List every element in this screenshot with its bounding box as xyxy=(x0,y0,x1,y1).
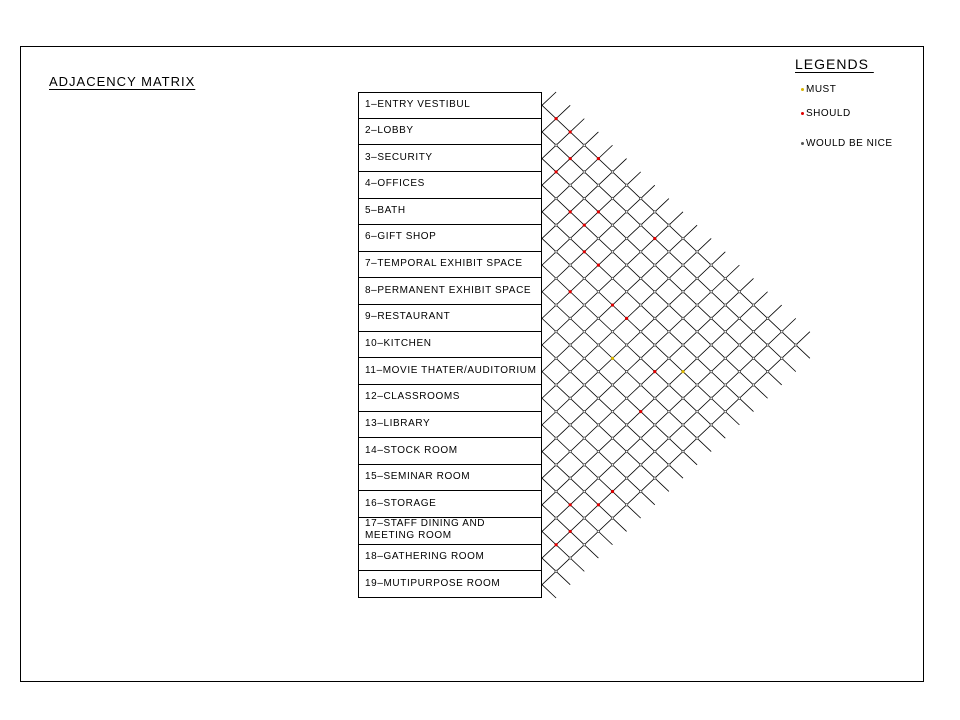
room-label: 11–MOVIE THATER/AUDITORIUM xyxy=(365,364,537,376)
would-be-nice-dot xyxy=(696,410,698,412)
room-label: 19–MUTIPURPOSE ROOM xyxy=(365,577,501,589)
should-dot xyxy=(569,210,572,213)
would-be-nice-dot xyxy=(611,437,613,439)
would-be-nice-dot xyxy=(682,344,684,346)
would-be-nice-dot xyxy=(569,370,571,372)
would-be-nice-dot xyxy=(738,370,740,372)
would-be-nice-dot xyxy=(682,424,684,426)
room-label: 14–STOCK ROOM xyxy=(365,444,458,456)
would-be-nice-dot xyxy=(724,330,726,332)
would-be-nice-dot xyxy=(597,291,599,293)
would-be-nice-dot xyxy=(555,144,557,146)
should-dot xyxy=(569,290,572,293)
matrix-gridline xyxy=(542,318,697,464)
would-be-nice-dot xyxy=(766,344,768,346)
would-be-nice-dot xyxy=(668,410,670,412)
would-be-nice-dot xyxy=(583,544,585,546)
matrix-gridline xyxy=(542,212,754,412)
should-dot xyxy=(625,317,628,320)
would-be-nice-dot xyxy=(555,464,557,466)
room-label: 9–RESTAURANT xyxy=(365,311,451,323)
should-dot xyxy=(653,237,656,240)
would-be-nice-dot xyxy=(583,197,585,199)
would-be-nice-dot xyxy=(583,437,585,439)
would-be-nice-dot xyxy=(654,477,656,479)
would-be-nice-dot xyxy=(583,410,585,412)
matrix-gridline xyxy=(542,585,556,598)
would-be-nice-dot xyxy=(668,304,670,306)
room-label: 10–KITCHEN xyxy=(365,337,432,349)
would-be-nice-dot xyxy=(555,330,557,332)
matrix-gridline xyxy=(542,159,782,385)
would-be-nice-dot xyxy=(682,317,684,319)
must-dot xyxy=(681,370,684,373)
would-be-nice-dot xyxy=(724,357,726,359)
would-be-nice-dot xyxy=(724,304,726,306)
would-be-nice-dot xyxy=(668,384,670,386)
legend-label-would-be-nice: WOULD BE NICE xyxy=(806,138,893,149)
matrix-gridline xyxy=(542,372,669,492)
legend-title: LEGENDS xyxy=(795,56,874,72)
would-be-nice-dot xyxy=(696,304,698,306)
would-be-nice-dot xyxy=(682,264,684,266)
would-be-nice-dot xyxy=(569,397,571,399)
should-dot xyxy=(597,503,600,506)
room-label: 8–PERMANENT EXHIBIT SPACE xyxy=(365,284,532,296)
would-be-nice-dot xyxy=(724,410,726,412)
would-be-nice-dot xyxy=(611,464,613,466)
room-label: 16–STORAGE xyxy=(365,497,437,509)
would-be-nice-dot xyxy=(640,490,642,492)
legend-label-must: MUST xyxy=(806,84,837,95)
would-be-nice-dot xyxy=(611,251,613,253)
would-be-nice-dot xyxy=(611,410,613,412)
would-be-nice-dot xyxy=(710,397,712,399)
would-be-nice-dot xyxy=(611,517,613,519)
would-be-nice-dot xyxy=(611,330,613,332)
would-be-nice-dot xyxy=(583,144,585,146)
room-label: 5–BATH xyxy=(365,204,406,216)
room-label: 18–GATHERING ROOM xyxy=(365,551,485,563)
would-be-nice-dot xyxy=(597,317,599,319)
room-label: 7–TEMPORAL EXHIBIT SPACE xyxy=(365,258,523,270)
would-be-nice-dot xyxy=(710,317,712,319)
would-be-nice-dot xyxy=(597,530,599,532)
should-dot xyxy=(583,224,586,227)
would-be-nice-dot xyxy=(640,251,642,253)
would-be-nice-dot xyxy=(682,237,684,239)
would-be-nice-dot xyxy=(569,184,571,186)
would-be-nice-dot xyxy=(640,304,642,306)
would-be-nice-dot xyxy=(668,224,670,226)
would-be-nice-dot xyxy=(654,264,656,266)
would-be-nice-dot xyxy=(654,344,656,346)
would-be-nice-dot xyxy=(640,357,642,359)
should-dot xyxy=(569,157,572,160)
would-be-nice-dot xyxy=(569,264,571,266)
room-label: 1–ENTRY VESTIBUL xyxy=(365,99,471,111)
would-be-nice-dot xyxy=(583,357,585,359)
would-be-nice-dot xyxy=(597,237,599,239)
should-dot xyxy=(569,530,572,533)
room-label: 6–GIFT SHOP xyxy=(365,231,437,243)
would-be-nice-dot xyxy=(795,344,797,346)
would-be-nice-dot xyxy=(682,450,684,452)
would-be-nice-dot xyxy=(583,277,585,279)
matrix-gridline xyxy=(542,199,669,319)
would-be-nice-dot xyxy=(625,237,627,239)
would-be-nice-dot xyxy=(597,450,599,452)
would-be-nice-dot xyxy=(640,197,642,199)
would-be-nice-dot xyxy=(668,277,670,279)
would-be-nice-dot xyxy=(682,397,684,399)
would-be-nice-dot xyxy=(668,437,670,439)
matrix-gridline xyxy=(542,119,584,159)
should-dot xyxy=(597,157,600,160)
matrix-gridline xyxy=(542,145,613,212)
room-label: 4–OFFICES xyxy=(365,178,425,190)
would-be-nice-dot xyxy=(555,437,557,439)
would-be-nice-dot xyxy=(668,251,670,253)
would-be-nice-dot xyxy=(583,517,585,519)
matrix-gridline xyxy=(542,478,613,545)
would-be-nice-dot xyxy=(625,450,627,452)
would-be-nice-dot xyxy=(696,330,698,332)
should-dot xyxy=(569,503,572,506)
would-be-nice-dot xyxy=(597,477,599,479)
would-be-nice-dot xyxy=(640,464,642,466)
would-be-nice-dot xyxy=(597,344,599,346)
would-be-nice-dot xyxy=(569,317,571,319)
would-be-nice-dot xyxy=(555,570,557,572)
must-dot xyxy=(611,357,614,360)
would-be-nice-dot xyxy=(597,424,599,426)
would-be-nice-dot xyxy=(611,197,613,199)
would-be-nice-dot xyxy=(640,224,642,226)
would-be-nice-dot xyxy=(640,330,642,332)
room-label: 15–SEMINAR ROOM xyxy=(365,471,471,483)
would-be-nice-dot xyxy=(654,291,656,293)
would-be-nice-dot xyxy=(710,291,712,293)
would-be-nice-dot xyxy=(625,264,627,266)
would-be-nice-dot xyxy=(569,424,571,426)
would-be-nice-dot xyxy=(555,197,557,199)
should-dot xyxy=(597,264,600,267)
would-be-nice-dot xyxy=(569,237,571,239)
would-be-nice-dot xyxy=(654,450,656,452)
would-be-nice-dot xyxy=(583,171,585,173)
would-be-nice-dot xyxy=(611,171,613,173)
would-be-nice-dot xyxy=(555,277,557,279)
would-be-nice-dot xyxy=(640,277,642,279)
would-be-nice-dot xyxy=(555,410,557,412)
would-be-nice-dot xyxy=(738,344,740,346)
would-be-nice-dot xyxy=(668,464,670,466)
would-be-nice-dot xyxy=(654,397,656,399)
would-be-nice-dot xyxy=(682,291,684,293)
would-be-nice-dot xyxy=(738,397,740,399)
legend-label-should: SHOULD xyxy=(806,108,851,119)
would-be-nice-dot xyxy=(654,424,656,426)
should-dot xyxy=(555,543,558,546)
would-be-nice-dot xyxy=(781,357,783,359)
would-be-nice-dot xyxy=(555,490,557,492)
should-dot xyxy=(639,410,642,413)
would-be-nice-dot xyxy=(555,304,557,306)
should-dot xyxy=(611,490,614,493)
should-dot xyxy=(597,210,600,213)
room-label: 13–LIBRARY xyxy=(365,417,431,429)
would-be-nice-dot xyxy=(724,384,726,386)
matrix-gridline xyxy=(542,105,810,358)
would-be-nice-dot xyxy=(640,384,642,386)
matrix-gridline xyxy=(542,332,810,585)
page-title: ADJACENCY MATRIX xyxy=(49,74,196,89)
would-be-nice-dot xyxy=(625,184,627,186)
matrix-gridline xyxy=(542,305,782,531)
would-be-nice-dot xyxy=(766,317,768,319)
would-be-nice-dot xyxy=(555,251,557,253)
should-dot xyxy=(653,370,656,373)
would-be-nice-dot xyxy=(597,397,599,399)
would-be-nice-dot xyxy=(668,330,670,332)
would-be-nice-dot xyxy=(654,317,656,319)
would-be-nice-dot xyxy=(752,384,754,386)
would-be-nice-dot xyxy=(625,504,627,506)
would-be-nice-dot xyxy=(625,211,627,213)
would-be-nice-dot xyxy=(555,384,557,386)
would-be-nice-dot xyxy=(696,437,698,439)
matrix-gridline xyxy=(542,225,697,371)
would-be-nice-dot xyxy=(781,330,783,332)
would-be-nice-dot xyxy=(625,344,627,346)
would-be-nice-dot xyxy=(738,291,740,293)
would-be-nice-dot xyxy=(766,370,768,372)
would-be-nice-dot xyxy=(752,330,754,332)
room-label: 17–STAFF DINING AND MEETING ROOM xyxy=(365,518,486,542)
matrix-gridline xyxy=(542,278,754,478)
would-be-nice-dot xyxy=(696,357,698,359)
room-label: 12–CLASSROOMS xyxy=(365,391,461,403)
would-be-nice-dot xyxy=(583,304,585,306)
should-dot xyxy=(569,130,572,133)
would-be-nice-dot xyxy=(625,424,627,426)
would-be-nice-dot xyxy=(611,277,613,279)
would-be-nice-dot xyxy=(555,357,557,359)
would-be-nice-dot xyxy=(583,490,585,492)
should-dot xyxy=(583,250,586,253)
matrix-gridline xyxy=(542,92,556,105)
would-be-nice-dot xyxy=(611,384,613,386)
would-be-nice-dot xyxy=(710,344,712,346)
would-be-nice-dot xyxy=(555,224,557,226)
would-be-nice-dot xyxy=(583,330,585,332)
would-be-nice-dot xyxy=(654,211,656,213)
matrix-gridline xyxy=(542,531,584,571)
should-dot xyxy=(555,117,558,120)
would-be-nice-dot xyxy=(597,184,599,186)
would-be-nice-dot xyxy=(597,370,599,372)
would-be-nice-dot xyxy=(696,251,698,253)
would-be-nice-dot xyxy=(583,384,585,386)
would-be-nice-dot xyxy=(668,357,670,359)
should-dot xyxy=(555,170,558,173)
would-be-nice-dot xyxy=(710,264,712,266)
would-be-nice-dot xyxy=(625,291,627,293)
would-be-nice-dot xyxy=(569,450,571,452)
would-be-nice-dot xyxy=(696,384,698,386)
would-be-nice-dot xyxy=(625,397,627,399)
would-be-nice-dot xyxy=(555,517,557,519)
would-be-nice-dot xyxy=(625,370,627,372)
would-be-nice-dot xyxy=(752,304,754,306)
room-label: 2–LOBBY xyxy=(365,124,414,136)
would-be-nice-dot xyxy=(724,277,726,279)
would-be-nice-dot xyxy=(738,317,740,319)
would-be-nice-dot xyxy=(569,344,571,346)
would-be-nice-dot xyxy=(710,370,712,372)
would-be-nice-dot xyxy=(569,557,571,559)
would-be-nice-dot xyxy=(696,277,698,279)
would-be-nice-dot xyxy=(710,424,712,426)
would-be-nice-dot xyxy=(625,477,627,479)
would-be-nice-dot xyxy=(611,224,613,226)
would-be-nice-dot xyxy=(752,357,754,359)
would-be-nice-dot xyxy=(583,464,585,466)
should-dot xyxy=(611,303,614,306)
room-label: 3–SECURITY xyxy=(365,151,433,163)
would-be-nice-dot xyxy=(569,477,571,479)
would-be-nice-dot xyxy=(640,437,642,439)
